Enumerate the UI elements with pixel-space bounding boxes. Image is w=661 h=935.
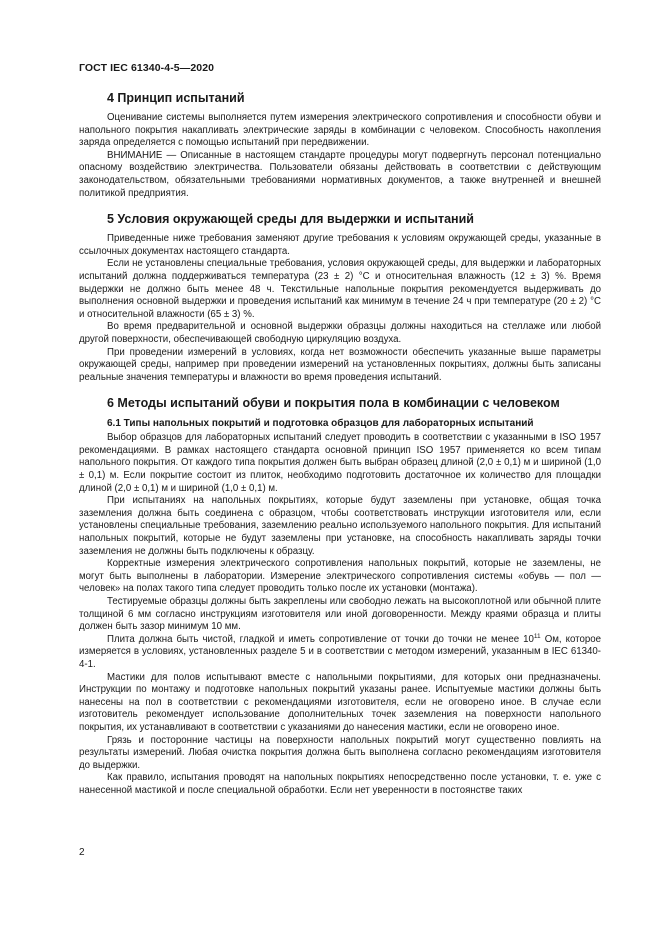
- warning-paragraph: ВНИМАНИЕ — Описанные в настоящем стандарте процедуры могут подвергнуть персонал потенциально опасному воздействию электричества. Пользователи обязаны действовать в соответствии с действующим законодательством, обязательными требованиями нормативных документов, а также внутренней и внешней политикой предприятия.: [79, 149, 601, 199]
- text-run: Плита должна быть чистой, гладкой и иметь сопротивление от точки до точки не менее 10: [107, 633, 534, 645]
- paragraph: Тестируемые образцы должны быть закреплены или свободно лежать на высокоплотной или обычной плите толщиной 6 мм согласно инструкциям изготовителя или иной договоренности. Между краями образца и плиты должен быть зазор минимум 10 мм.: [79, 596, 601, 633]
- paragraph: При испытаниях на напольных покрытиях, которые будут заземлены при установке, общая точка заземления должна быть соединена с образцом, чтобы соответствовать инструкции изготовителя или, если установлены специальные требования, заземлению реально используемого напольного покрытия. Для испытаний напольных покрытий, которые не будут заземлены при установке, на способность накапливать заряды точки заземления не должны быть подключены к образцу.: [79, 495, 601, 557]
- paragraph: Если не установлены специальные требования, условия окружающей среды, для выдержки и лабораторных испытаний должна поддерживаться температура (23 ± 2) °С и относительная влажность (12 ± 3) %. Время выдержки не должно быть менее 48 ч. Текстильные напольные покрытия рекомендуется выдерживать до выполнения основной выдержки и проведения испытаний как минимум в течение 24 ч при температуре (20 ± 2) °С и относительной влажности (65 ± 3) %.: [79, 258, 601, 320]
- section-5: [79, 211, 601, 384]
- paragraph: При проведении измерений в условиях, когда нет возможности обеспечить указанные выше параметры окружающей среды, например при проведении измерений на установленных покрытиях, должны быть записаны реальные значения температуры и влажности во время проведения испытаний.: [79, 346, 601, 383]
- page-number: 2: [79, 847, 85, 858]
- section-6-title: 6 Методы испытаний обуви и покрытия пола в комбинации с человеком: [107, 396, 560, 411]
- paragraph: Мастики для полов испытывают вместе с напольными покрытиями, для которых они предназначены. Инструкции по монтажу и подготовке напольных покрытий указаны ранее. Испытуемые мастики должны быть нанесены на пол в соответствии с рекомендациями изготовителя, если не оговорено иное. В случае если изготовитель рекомендует использование дополнительных точек заземления на поверхности напольного покрытия, их устанавливают в соответствии с указаниями до нанесения мастики, если не оговорено иное.: [79, 671, 601, 733]
- paragraph: Оценивание системы выполняется путем измерения электрического сопротивления и способности обуви и напольного покрытия накапливать электрические заряды в комбинации с человеком. Способность накопления заряда определяется с помощью испытаний при передвижении.: [79, 112, 601, 149]
- section-4: [79, 90, 601, 200]
- standard-header: ГОСТ IEC 61340-4-5—2020: [79, 62, 215, 74]
- subsection-6-1-title: 6.1 Типы напольных покрытий и подготовка образцов для лабораторных испытаний: [107, 418, 534, 430]
- section-6: [79, 395, 601, 797]
- paragraph: Во время предварительной и основной выдержки образцы должны находиться на стеллаже или любой другой поверхности, обеспечивающей свободную циркуляцию воздуха.: [79, 321, 601, 345]
- section-5-title: 5 Условия окружающей среды для выдержки и испытаний: [107, 212, 474, 227]
- paragraph: Приведенные ниже требования заменяют другие требования к условиям окружающей среды, указанные в ссылочных документах настоящего стандарта.: [79, 233, 601, 257]
- text-run: Ом, которое измеряется в условиях, установленных разделе 5 и в соответствии с методом измерений, указанным в IEC 61340-4-1.: [79, 633, 602, 670]
- paragraph: Грязь и посторонние частицы на поверхности напольных покрытий могут существенно повлиять на результаты измерений. Любая очистка покрытия должна быть выполнена согласно рекомендациям изготовителя до выдержки.: [79, 734, 601, 771]
- paragraph: Как правило, испытания проводят на напольных покрытиях непосредственно после установки, т. е. уже с нанесенной мастикой и после специальной обработки. Если нет уверенности в постоянстве таких: [79, 772, 601, 796]
- paragraph: Корректные измерения электрического сопротивления напольных покрытий, которые не заземлены, не могут быть выполнены в лаборатории. Измерение электрического сопротивления системы «обувь — пол — человек» на полах такого типа следует проводить только после их установки (монтажа).: [79, 558, 601, 595]
- paragraph-resistance: [79, 634, 601, 672]
- exponent: 11: [533, 632, 541, 640]
- page-content: [79, 90, 601, 798]
- section-4-title: 4 Принцип испытаний: [107, 91, 245, 105]
- paragraph: Выбор образцов для лабораторных испытаний следует проводить в соответствии с указанными в ISO 1957 рекомендациями. В рамках настоящего стандарта основной принцип ISO 1957 применяется ко всем типам напольного покрытия. От каждого типа покрытия должен быть выбран образец длиной (2,0 ± 0,1) м и шириной (1,0 ± 0,1) м. Если покрытие состоит из плиток, необходимо подготовить достаточное их количество для площадки длиной (2,0 ± 0,1) м и шириной (1,0 ± 0,1) м.: [79, 432, 601, 494]
